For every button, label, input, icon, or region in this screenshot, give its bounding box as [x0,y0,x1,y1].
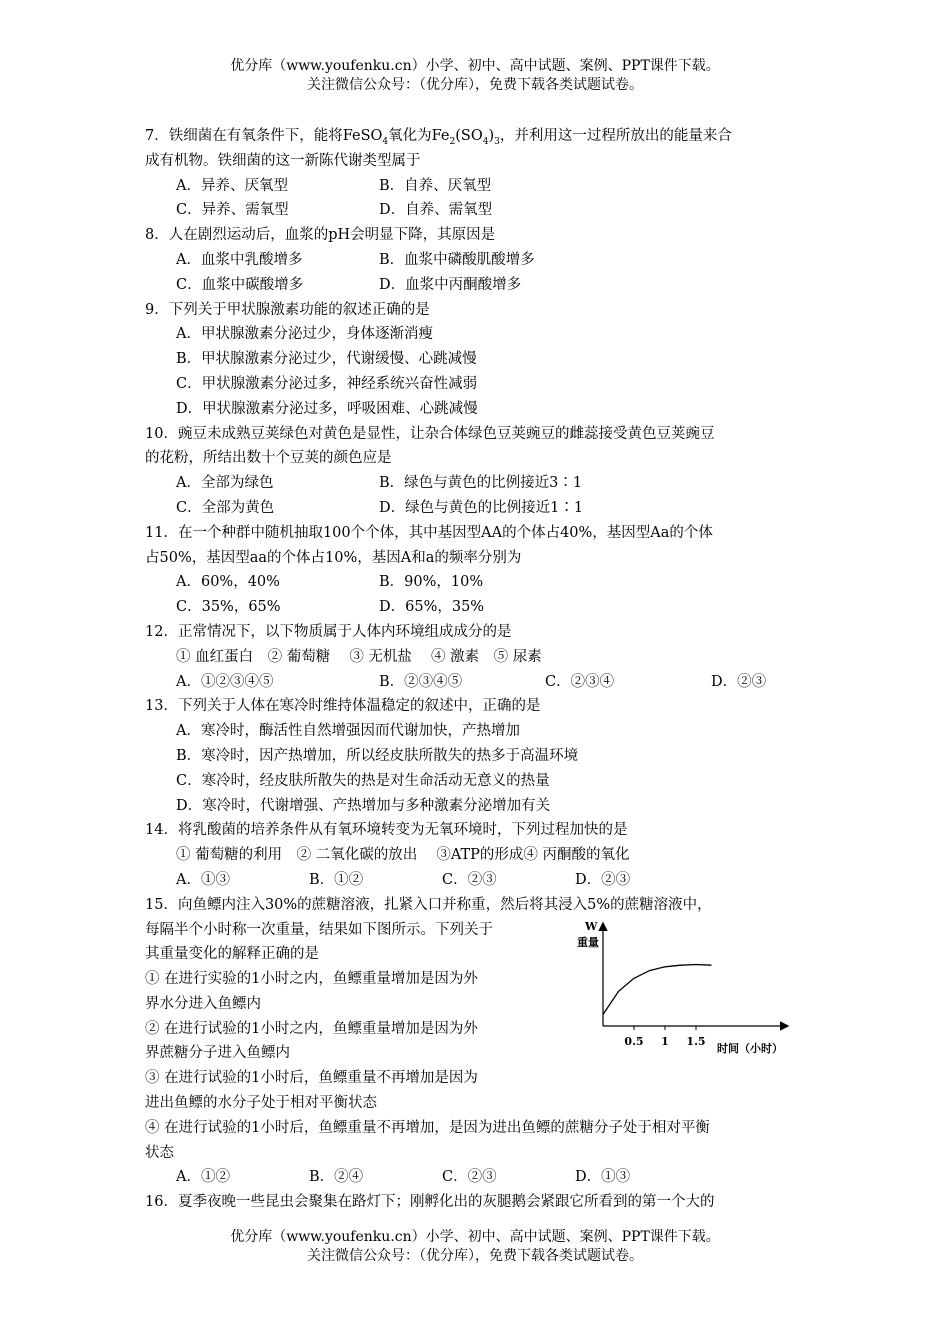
page-header [0,57,950,95]
chart-y-label-top: W [585,919,598,933]
q16-stem-1: 16．夏季夜晚一些昆虫会聚集在路灯下；刚孵化出的灰腿鹅会紧跟它所看到的第一个大的 [145,1194,715,1211]
q13-option-c: C．寒冷时，经皮肤所散失的热是对生命活动无意义的热量 [176,772,550,789]
q10-stem-2: 的花粉，所结出数十个豆荚的颜色应是 [145,450,392,467]
q14-option-b: B．①② [309,871,364,888]
q11-option-c: C．35%，65% [176,599,281,616]
q15-wrap [145,918,813,1116]
q12-option-b: B．②③④⑤ [379,673,463,690]
q15-statement-2b: 界蔗糖分子进入鱼鳔内 [145,1045,290,1062]
q7-option-a: A．异养、厌氧型 [176,177,288,194]
q10-options-cd [145,496,813,521]
q9-option-d: D．甲状腺激素分泌过多，呼吸困难、心跳减慢 [176,400,478,417]
q8-option-a: A．血浆中乳酸增多 [176,251,303,268]
header-line-1: 优分库（www.youfenku.cn）小学、初中、高中试题、案例、PPT课件下载。 [230,58,720,74]
q11-option-a: A．60%，40% [176,574,280,591]
q10-stem-1: 10．豌豆未成熟豆荚绿色对黄色是显性，让杂合体绿色豆荚豌豆的雌蕊接受黄色豆荚豌豆 [145,425,715,442]
header-line-2: 关注微信公众号：（优分库），免费下载各类试题试卷。 [307,77,643,93]
q9-option-a: A．甲状腺激素分泌过少，身体逐渐消瘦 [176,326,433,343]
page-footer [0,1228,950,1266]
q7-options-cd [145,198,813,223]
q11-option-b: B．90%，10% [379,574,484,591]
chart-x-tick-label: 1 [661,1034,669,1048]
q15-statement-3b: 进出鱼鳔的水分子处于相对平衡状态 [145,1095,377,1112]
q11-stem-2: 占50%，基因型aa的个体占10%，基因A和a的频率分别为 [145,549,522,566]
weight-chart-svg [577,918,797,1068]
q14-options [145,868,813,893]
q15-statement-4a: ④ 在进行试验的1小时后，鱼鳔重量不再增加，是因为进出鱼鳔的蔗糖分子处于相对平衡 [145,1119,710,1136]
q15-option-b: B．②④ [309,1169,364,1186]
q15-statement-1b: 界水分进入鱼鳔内 [145,995,261,1012]
q12-options [145,670,813,695]
q7-stem-2: 成有机物。铁细菌的这一新陈代谢类型属于 [145,152,421,169]
q7-stem: 7．铁细菌在有氧条件下，能将FeSO$_4$氧化为$Fe_2(SO_4)_3$，并利用这一过程所放出的能量来合 [145,128,732,147]
q9-option-c: C．甲状腺激素分泌过多，神经系统兴奋性减弱 [176,375,478,392]
q15-statement-1a: ① 在进行实验的1小时之内，鱼鳔重量增加是因为外 [145,971,478,988]
q15-options [145,1165,813,1190]
q15-stem-3: 其重量变化的解释正确的是 [145,946,319,963]
q14-option-c: C．②③ [442,871,497,888]
q9-stem: 9．下列关于甲状腺激素功能的叙述正确的是 [145,301,430,318]
q14-items: ① 葡萄糖的利用 ② 二氧化碳的放出 ③ATP的形成④ 丙酮酸的氧化 [176,847,630,864]
q8-options-cd [145,273,813,298]
q11-stem-1: 11．在一个种群中随机抽取100个个体，其中基因型AA的个体占40%，基因型Aa的个体 [145,524,713,541]
q13-option-a: A．寒冷时，酶活性自然增强因而代谢加快，产热增加 [176,723,520,740]
q15-stem-2: 每隔半个小时称一次重量，结果如下图所示。下列关于 [145,921,493,938]
q14-option-a: A．①③ [176,871,230,888]
q7-option-b: B．自养、厌氧型 [379,177,492,194]
weight-chart [577,918,797,1116]
q7-option-c: C．异养、需氧型 [176,202,289,219]
q11-options-cd [145,595,813,620]
q8-option-b: B．血浆中磷酸肌酸增多 [379,251,535,268]
q15-option-d: D．①③ [575,1169,631,1186]
q11-options-ab [145,570,813,595]
q12-option-c: C．②③④ [545,673,615,690]
chart-x-label: 时间（小时） [717,1041,783,1055]
q12-items: ① 血红蛋白 ② 葡萄糖 ③ 无机盐 ④ 激素 ⑤ 尿素 [176,648,542,665]
chart-x-tick-label: 1.5 [686,1034,706,1048]
q10-option-d: D．绿色与黄色的比例接近1∶1 [379,499,584,516]
footer-line-2: 关注微信公众号：（优分库），免费下载各类试题试卷。 [307,1248,643,1264]
q9-option-b: B．甲状腺激素分泌过少，代谢缓慢、心跳减慢 [176,351,477,368]
q15-text-column [145,918,567,1116]
q15-stem-1: 15．向鱼鳔内注入30%的蔗糖溶液，扎紧入口并称重，然后将其浸入5%的蔗糖溶液中， [145,896,712,913]
q10-option-b: B．绿色与黄色的比例接近3∶1 [379,475,583,492]
q10-option-c: C．全部为黄色 [176,499,275,516]
q13-option-b: B．寒冷时，因产热增加，所以经皮肤所散失的热多于高温环境 [176,747,579,764]
q15-statement-3a: ③ 在进行试验的1小时后，鱼鳔重量不再增加是因为 [145,1070,478,1087]
q8-options-ab [145,248,813,273]
q8-option-d: D．血浆中丙酮酸增多 [379,276,522,293]
exam-content [145,124,813,1215]
q15-statement-2a: ② 在进行试验的1小时之内，鱼鳔重量增加是因为外 [145,1020,478,1037]
q8-stem: 8．人在剧烈运动后，血浆的pH会明显下降，其原因是 [145,227,496,244]
footer-line-1: 优分库（www.youfenku.cn）小学、初中、高中试题、案例、PPT课件下载。 [230,1229,720,1245]
chart-series-line [603,964,712,1014]
q8-option-c: C．血浆中碳酸增多 [176,276,304,293]
chart-x-tick-label: 0.5 [624,1034,644,1048]
q13-option-d: D．寒冷时，代谢增强、产热增加与多种激素分泌增加有关 [176,797,551,814]
q7-options-ab [145,174,813,199]
q15-statement-4b: 状态 [145,1144,174,1161]
q10-options-ab [145,471,813,496]
q11-option-d: D．65%，35% [379,599,485,616]
q15-option-c: C．②③ [442,1169,497,1186]
chart-y-label: 重量 [577,935,599,949]
q15-option-a: A．①② [176,1169,230,1186]
q12-option-d: D．②③ [711,673,767,690]
q14-option-d: D．②③ [575,871,631,888]
q12-stem: 12．正常情况下，以下物质属于人体内环境组成成分的是 [145,623,512,640]
q10-option-a: A．全部为绿色 [176,475,274,492]
q13-stem: 13．下列关于人体在寒冷时维持体温稳定的叙述中，正确的是 [145,698,541,715]
q7-option-d: D．自养、需氧型 [379,202,493,219]
q12-option-a: A．①②③④⑤ [176,673,274,690]
q14-stem: 14．将乳酸菌的培养条件从有氧环境转变为无氧环境时，下列过程加快的是 [145,822,628,839]
